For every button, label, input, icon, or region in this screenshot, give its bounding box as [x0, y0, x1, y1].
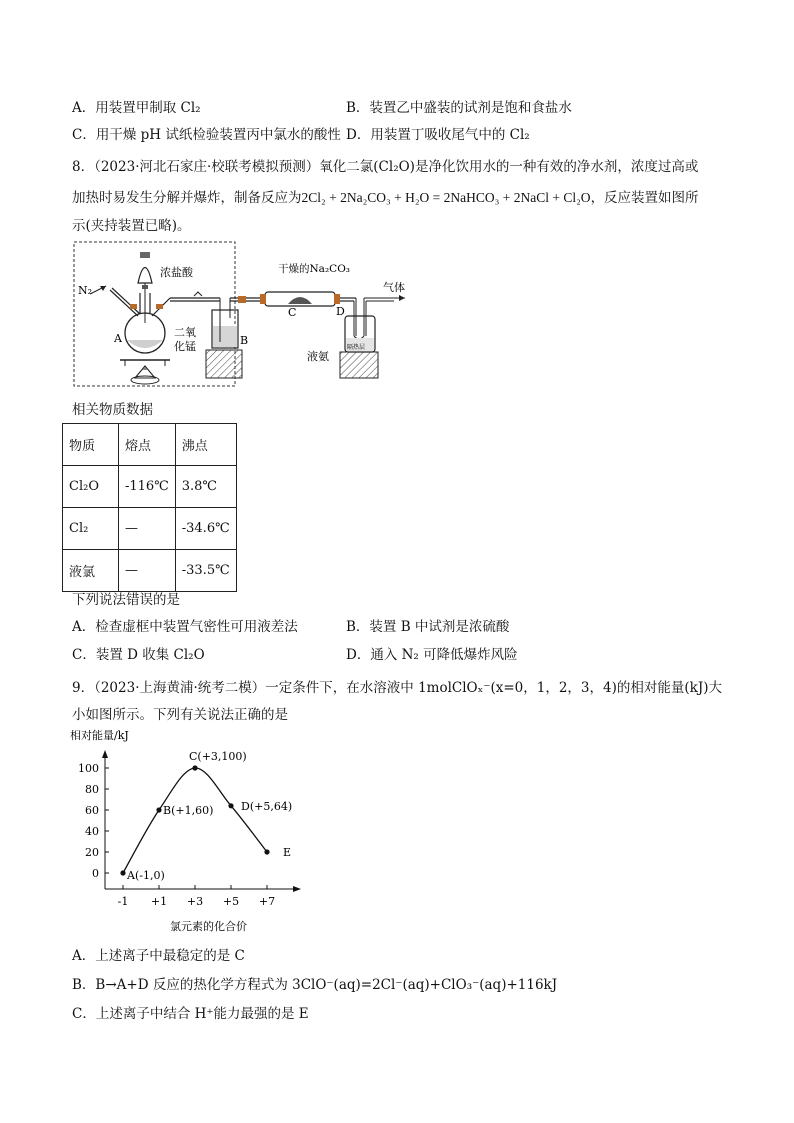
- q8-option-d: D．通入 N₂ 可降低爆炸风险: [346, 647, 518, 663]
- data-point-label: D(+5,64): [241, 799, 293, 813]
- data-point: [264, 849, 269, 854]
- table-cell: —: [119, 550, 176, 592]
- data-points: [120, 750, 292, 882]
- y-axis-arrow: [102, 750, 108, 758]
- x-tick-label: +7: [258, 895, 276, 908]
- data-point-label: E: [283, 846, 292, 859]
- label-c: C: [288, 306, 297, 319]
- q8-option-b: B．装置 B 中试剂是浓硫酸: [346, 619, 510, 635]
- label-b: B: [240, 334, 249, 347]
- q7-option-c: C．用干燥 pH 试纸检验装置丙中氯水的酸性: [72, 127, 341, 143]
- label-dry-na2co3: 干燥的Na₂CO₃: [278, 263, 351, 275]
- x-tick-label: +3: [186, 895, 204, 908]
- q7-option-b: B．装置乙中盛装的试剂是饱和食盐水: [346, 100, 572, 116]
- table-cell: 3.8℃: [175, 466, 236, 508]
- q8-stem-line2: [72, 186, 699, 206]
- q7-option-a: A．用装置甲制取 Cl₂: [72, 100, 201, 116]
- y-tick-label: 0: [92, 867, 99, 880]
- q9-option-b: B．B→A+D 反应的热化学方程式为 3ClO⁻(aq)=2Cl⁻(aq)+ClO₃⁻(aq)+116kJ: [72, 977, 558, 993]
- table-cell: -34.6℃: [175, 508, 236, 550]
- q8-stem-line2-post: ，反应装置如图所: [590, 190, 699, 206]
- data-point: [192, 765, 197, 770]
- table-cell: 液氯: [63, 550, 119, 592]
- label-insulation: 隔热层: [347, 344, 366, 351]
- x-axis-label: 氯元素的化合价: [170, 920, 247, 933]
- label-a: A: [114, 332, 122, 345]
- energy-curve: [123, 768, 267, 873]
- table-cell: Cl₂: [63, 508, 119, 550]
- table-header-cell: 沸点: [175, 424, 236, 466]
- y-axis-label: 相对能量/kJ: [70, 729, 129, 742]
- table-header-cell: 物质: [63, 424, 119, 466]
- data-point-label: B(+1,60): [163, 804, 214, 817]
- x-tick-label: -1: [117, 895, 129, 908]
- q7-option-d: D．用装置丁吸收尾气中的 Cl₂: [346, 127, 530, 143]
- label-liquid-ammonia: 液氨: [307, 350, 329, 363]
- label-mno2-2: 化锰: [174, 340, 196, 353]
- q9-option-c: C．上述离子中结合 H⁺能力最强的是 E: [72, 1006, 309, 1022]
- table-header-cell: 熔点: [119, 424, 176, 466]
- q8-equation: 2Cl₂ + 2Na₂CO₃ + H₂O = 2NaHCO₃ + 2NaCl + Cl₂O: [301, 190, 591, 205]
- y-tick-label: 40: [85, 825, 99, 838]
- label-d: D: [336, 305, 345, 318]
- x-tick-label: +5: [222, 895, 240, 908]
- y-ticks: [78, 762, 109, 880]
- data-table: [62, 423, 237, 592]
- y-tick-label: 80: [85, 783, 99, 796]
- table-row: [63, 508, 237, 550]
- y-tick-label: 100: [78, 762, 99, 775]
- table-header-row: [63, 424, 237, 466]
- data-point: [120, 870, 125, 875]
- data-point: [228, 803, 233, 808]
- q8-option-c: C．装置 D 收集 Cl₂O: [72, 647, 205, 663]
- x-axis-arrow: [293, 886, 301, 892]
- dropping-funnel: [138, 268, 152, 284]
- q8-option-a: A．检查虚框中装置气密性可用液差法: [72, 619, 298, 635]
- label-conc-hcl: 浓盐酸: [160, 266, 193, 279]
- data-point-label: A(-1,0): [127, 869, 165, 882]
- q8-question: 下列说法错误的是: [72, 592, 180, 608]
- label-n2: N₂: [78, 284, 93, 297]
- q8-table-title: 相关物质数据: [72, 402, 153, 418]
- x-ticks: [118, 885, 275, 908]
- apparatus-diagram: [60, 238, 410, 388]
- q8-stem-line3: 示(夹持装置已略)。: [72, 218, 191, 234]
- data-point-label: C(+3,100): [189, 750, 247, 763]
- label-gas: 气体: [383, 281, 405, 294]
- table-cell: Cl₂O: [63, 466, 119, 508]
- q8-stem-line2-pre: 加热时易发生分解并爆炸，制备反应为: [72, 190, 302, 206]
- y-tick-label: 60: [85, 804, 99, 817]
- energy-chart: [60, 726, 310, 936]
- table-cell: —: [119, 508, 176, 550]
- table-row: [63, 466, 237, 508]
- x-tick-label: +1: [150, 895, 168, 908]
- y-tick-label: 20: [85, 846, 99, 859]
- q9-stem-line1: 9．（2023·上海黄浦·统考二模）一定条件下，在水溶液中 1molClOₓ⁻(x=0，1，2，3，4)的相对能量(kJ)大: [72, 680, 722, 696]
- data-point: [156, 807, 161, 812]
- table-cell: -116℃: [119, 466, 176, 508]
- q9-option-a: A．上述离子中最稳定的是 C: [72, 948, 245, 964]
- table-cell: -33.5℃: [175, 550, 236, 592]
- q9-stem-line2: 小如图所示。下列有关说法正确的是: [72, 707, 288, 723]
- q8-stem-line1: 8．（2023·河北石家庄·校联考模拟预测）氧化二氯(Cl₂O)是净化饮用水的一种有效的净水剂，浓度过高或: [72, 159, 699, 175]
- label-mno2-1: 二氧: [174, 326, 196, 339]
- table-row: [63, 550, 237, 592]
